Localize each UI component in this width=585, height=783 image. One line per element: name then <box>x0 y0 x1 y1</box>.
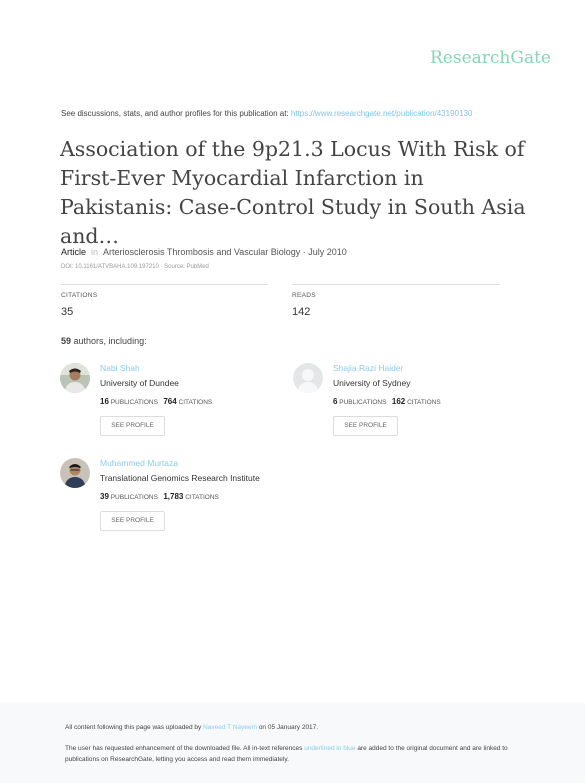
publications-label: PUBLICATIONS <box>339 399 387 406</box>
author-name-link[interactable]: Nabi Shah <box>100 363 140 373</box>
reads-label: READS <box>292 292 316 299</box>
upload-suffix: on 05 January 2017. <box>257 724 319 731</box>
citations-divider <box>61 284 268 285</box>
default-avatar-icon <box>293 363 323 393</box>
publications-count: 39 <box>100 492 109 501</box>
uploader-link[interactable]: Naveed T Nayeem <box>203 724 258 731</box>
authors-count-number: 59 <box>61 336 72 346</box>
enhancement-notice <box>65 743 535 765</box>
researchgate-logo[interactable]: ResearchGate <box>430 48 551 68</box>
publications-count: 16 <box>100 397 109 406</box>
citations-label: CITATIONS <box>407 399 441 406</box>
upload-prefix: All content following this page was uploaded by <box>65 724 204 731</box>
see-profile-button[interactable]: SEE PROFILE <box>100 511 165 531</box>
article-type: Article <box>61 247 87 257</box>
page-footer <box>0 703 585 783</box>
citations-count: 764 <box>163 397 177 406</box>
see-profile-button[interactable]: SEE PROFILE <box>100 416 165 436</box>
citations-value: 35 <box>61 306 74 318</box>
publication-url-link[interactable]: https://www.researchgate.net/publication/43190130 <box>290 109 473 118</box>
author-name-link[interactable]: Muhammed Murtaza <box>100 458 178 468</box>
citations-label: CITATIONS <box>178 399 213 406</box>
meta-separator: in <box>91 247 99 257</box>
underlined-in-blue-link: underlined in blue <box>304 745 356 752</box>
authors-count-text: authors, including: <box>73 336 147 346</box>
publication-meta <box>61 247 347 257</box>
author-institution: Translational Genomics Research Institute <box>100 473 260 483</box>
publication-title: Association of the 9p21.3 Locus With Risk of First-Ever Myocardial Infarction in Pakistanis: Case-Control Study in South Asia and… <box>60 137 526 248</box>
author-name-link[interactable]: Shajia Razi Haider <box>333 363 404 373</box>
reads-divider <box>292 284 500 285</box>
avatar[interactable] <box>60 363 90 393</box>
avatar-photo-icon <box>60 363 90 393</box>
author-institution: University of Dundee <box>100 378 179 388</box>
author-institution: University of Sydney <box>333 378 411 388</box>
citations-count: 1,783 <box>163 492 184 501</box>
publications-label: PUBLICATIONS <box>110 399 158 406</box>
publications-label: PUBLICATIONS <box>110 494 158 501</box>
citations-count: 162 <box>391 397 406 406</box>
publications-count: 6 <box>333 397 338 406</box>
journal-name: Arteriosclerosis Thrombosis and Vascular Biology · July 2010 <box>103 247 347 257</box>
doi-line: DOI: 10.1161/ATVBAHA.109.197210 · Source: PubMed <box>61 264 209 270</box>
author-stats <box>100 492 219 501</box>
discussion-text: See discussions, stats, and author profiles for this publication at: <box>61 109 291 118</box>
see-profile-button[interactable]: SEE PROFILE <box>333 416 398 436</box>
author-stats <box>333 397 441 406</box>
author-stats <box>100 397 212 406</box>
avatar[interactable] <box>293 363 323 393</box>
citations-label: CITATIONS <box>185 494 219 501</box>
citations-label: CITATIONS <box>61 292 98 299</box>
avatar-photo-icon <box>60 458 90 488</box>
avatar[interactable] <box>60 458 90 488</box>
authors-count <box>61 336 147 346</box>
notice-suffix: are added to the original document and are linked to publications on ResearchGate, letting you access and read them immediately. <box>65 745 508 763</box>
notice-prefix: The user has requested enhancement of the downloaded file. All in-text references <box>65 745 305 752</box>
upload-notice <box>65 724 318 731</box>
reads-value: 142 <box>292 306 311 318</box>
discussion-line <box>61 109 472 118</box>
